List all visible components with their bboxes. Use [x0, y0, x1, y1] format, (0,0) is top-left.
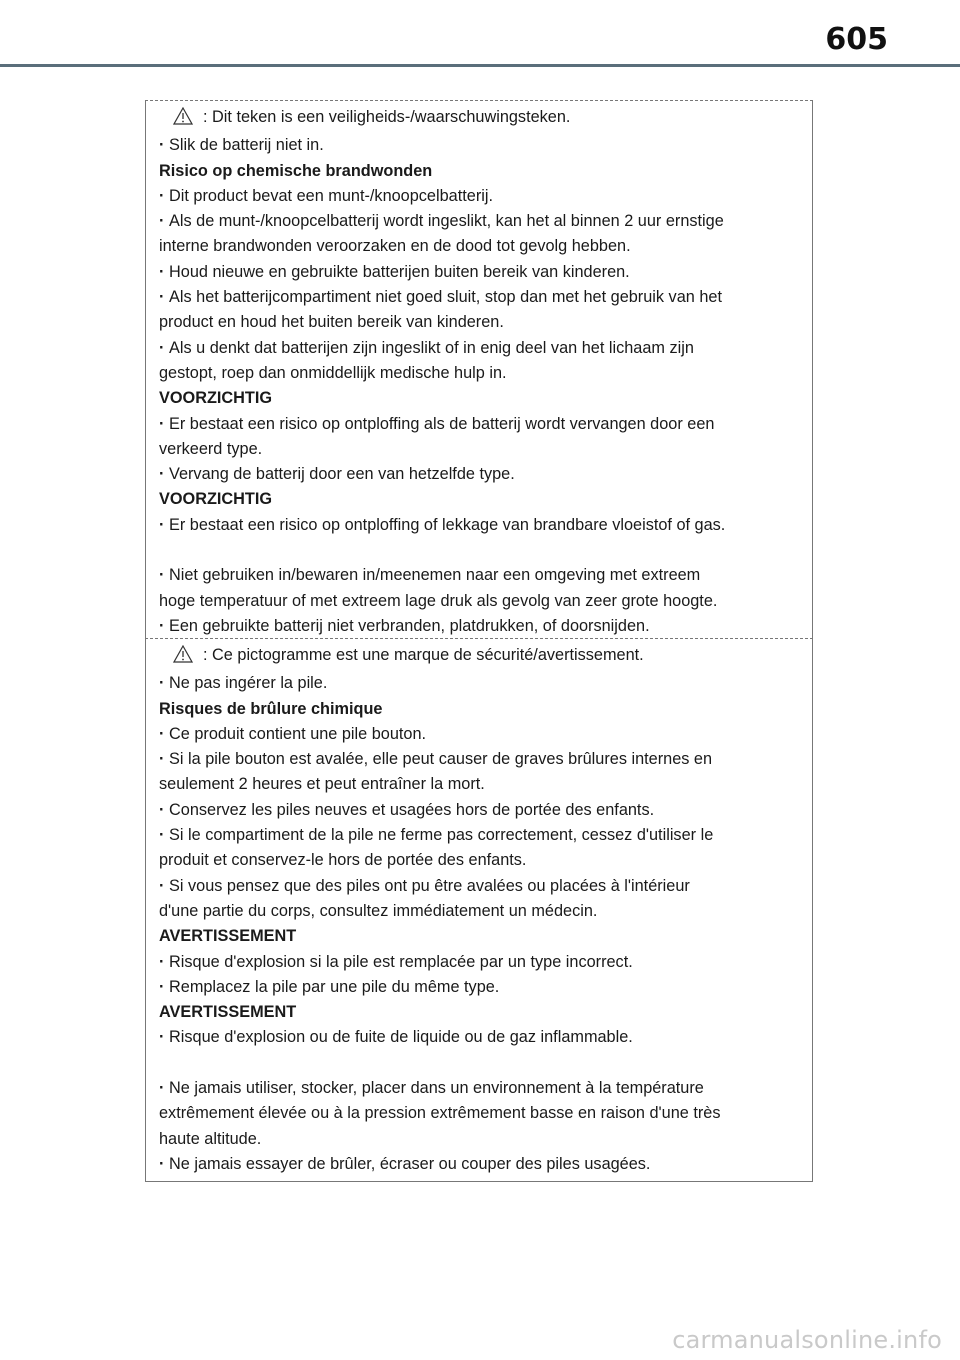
- notice-line: [159, 513, 802, 538]
- french-symbol-line: [159, 643, 802, 671]
- section-heading: [159, 386, 802, 411]
- section-heading: [159, 924, 802, 949]
- section-heading: [159, 487, 802, 512]
- line-text: Si le compartiment de la pile ne ferme pas correctement, cessez d'utiliser le: [169, 826, 714, 845]
- line-text: Dit product bevat een munt-/knoopcelbatterij.: [169, 186, 493, 205]
- bullet-dot: ·: [159, 566, 165, 585]
- site-watermark: carmanualsonline.info: [672, 1326, 942, 1354]
- line-text: extrêmement élevée ou à la pression extrêmement basse en raison d'une très: [159, 1104, 721, 1123]
- notice-line: [159, 1127, 802, 1152]
- warning-triangle-icon: [173, 645, 193, 671]
- dutch-symbol-line: [159, 105, 802, 133]
- line-text: product en houd het buiten bereik van kinderen.: [159, 313, 504, 332]
- line-text: Niet gebruiken in/bewaren in/meenemen naar een omgeving met extreem: [169, 566, 701, 585]
- blank-line: [159, 538, 802, 563]
- line-text: seulement 2 heures et peut entraîner la mort.: [159, 775, 485, 794]
- section-heading: [159, 697, 802, 722]
- section-heading: [159, 159, 802, 184]
- bullet-dot: ·: [159, 262, 165, 281]
- line-text: VOORZICHTIG: [159, 389, 273, 408]
- line-text: verkeerd type.: [159, 439, 263, 458]
- notice-line: [159, 310, 802, 335]
- notice-line: [159, 260, 802, 285]
- line-text: Si la pile bouton est avalée, elle peut causer de graves brûlures internes en: [169, 750, 713, 769]
- notice-line: [159, 798, 802, 823]
- line-text: Ce produit contient une pile bouton.: [169, 724, 427, 743]
- bullet-dot: ·: [159, 288, 165, 307]
- bullet-dot: ·: [159, 674, 165, 693]
- line-text: Risque d'explosion ou de fuite de liquide ou de gaz inflammable.: [169, 1028, 633, 1047]
- line-text: Een gebruikte batterij niet verbranden, platdrukken, of doorsnijden.: [169, 616, 650, 635]
- notice-line: [159, 1101, 802, 1126]
- bullet-dot: ·: [159, 977, 165, 996]
- notice-line: [159, 975, 802, 1000]
- warning-triangle-icon: [173, 107, 193, 133]
- notice-line: [159, 848, 802, 873]
- line-text: VOORZICHTIG: [159, 490, 273, 509]
- french-notice-content: [146, 639, 812, 1177]
- notice-line: [159, 1152, 802, 1177]
- notice-line: [159, 209, 802, 234]
- line-text: AVERTISSEMENT: [159, 927, 297, 946]
- bullet-dot: ·: [159, 724, 165, 743]
- notice-line: [159, 184, 802, 209]
- notice-line: [159, 437, 802, 462]
- line-text: Er bestaat een risico op ontploffing of lekkage van brandbare vloeistof of gas.: [169, 515, 726, 534]
- dutch-safety-notice: [145, 100, 813, 639]
- line-text: Houd nieuwe en gebruikte batterijen buiten bereik van kinderen.: [169, 262, 630, 281]
- line-text: Ne jamais essayer de brûler, écraser ou couper des piles usagées.: [169, 1154, 651, 1173]
- notice-line: [159, 899, 802, 924]
- line-text: gestopt, roep dan onmiddellijk medische hulp in.: [159, 363, 507, 382]
- line-text: AVERTISSEMENT: [159, 1003, 297, 1022]
- line-text: Risico op chemische brandwonden: [159, 161, 433, 180]
- french-safety-notice: [145, 639, 813, 1182]
- bullet-dot: ·: [159, 826, 165, 845]
- notice-line: [159, 1025, 802, 1050]
- notice-line: [159, 772, 802, 797]
- bullet-dot: ·: [159, 212, 165, 231]
- notice-line: [159, 589, 802, 614]
- header-rule: [0, 64, 960, 67]
- bullet-dot: ·: [159, 136, 165, 155]
- line-text: Si vous pensez que des piles ont pu être avalées ou placées à l'intérieur: [169, 876, 690, 895]
- notice-line: [159, 462, 802, 487]
- bullet-dot: ·: [159, 465, 165, 484]
- bullet-dot: ·: [159, 952, 165, 971]
- section-heading: [159, 1000, 802, 1025]
- blank-line: [159, 1051, 802, 1076]
- line-text: Als de munt-/knoopcelbatterij wordt ingeslikt, kan het al binnen 2 uur ernstige: [169, 212, 724, 231]
- bullet-dot: ·: [159, 1154, 165, 1173]
- notice-line: [159, 722, 802, 747]
- line-text: Risque d'explosion si la pile est remplacée par un type incorrect.: [169, 952, 633, 971]
- notice-line: [159, 336, 802, 361]
- page-number: 605: [825, 22, 888, 57]
- notice-line: [159, 133, 802, 158]
- notice-line: [159, 234, 802, 259]
- bullet-dot: ·: [159, 414, 165, 433]
- line-text: Conservez les piles neuves et usagées hors de portée des enfants.: [169, 800, 655, 819]
- dutch-symbol-text: : Dit teken is een veiligheids-/waarschuwingsteken.: [203, 108, 571, 126]
- notice-line: [159, 285, 802, 310]
- line-text: Als het batterijcompartiment niet goed sluit, stop dan met het gebruik van het: [169, 288, 722, 307]
- line-text: haute altitude.: [159, 1129, 262, 1148]
- bullet-dot: ·: [159, 515, 165, 534]
- line-text: Ne jamais utiliser, stocker, placer dans un environnement à la température: [169, 1079, 704, 1098]
- bullet-dot: ·: [159, 1028, 165, 1047]
- line-text: interne brandwonden veroorzaken en de dood tot gevolg hebben.: [159, 237, 631, 256]
- line-text: Vervang de batterij door een van hetzelfde type.: [169, 465, 515, 484]
- bullet-dot: ·: [159, 186, 165, 205]
- french-symbol-text: : Ce pictogramme est une marque de sécurité/avertissement.: [203, 646, 644, 664]
- bullet-dot: ·: [159, 800, 165, 819]
- line-text: Er bestaat een risico op ontploffing als de batterij wordt vervangen door een: [169, 414, 715, 433]
- bullet-dot: ·: [159, 750, 165, 769]
- notice-line: [159, 614, 802, 639]
- line-text: produit et conservez-le hors de portée des enfants.: [159, 851, 527, 870]
- dutch-notice-content: [146, 101, 812, 639]
- line-text: Ne pas ingérer la pile.: [169, 674, 328, 693]
- line-text: Slik de batterij niet in.: [169, 136, 324, 155]
- line-text: hoge temperatuur of met extreem lage druk als gevolg van zeer grote hoogte.: [159, 591, 718, 610]
- bullet-dot: ·: [159, 338, 165, 357]
- bullet-dot: ·: [159, 1079, 165, 1098]
- notice-line: [159, 1076, 802, 1101]
- notice-line: [159, 412, 802, 437]
- notice-line: [159, 671, 802, 696]
- notice-line: [159, 950, 802, 975]
- notice-line: [159, 361, 802, 386]
- bullet-dot: ·: [159, 616, 165, 635]
- line-text: Als u denkt dat batterijen zijn ingeslikt of in enig deel van het lichaam zijn: [169, 338, 694, 357]
- bullet-dot: ·: [159, 876, 165, 895]
- notice-line: [159, 563, 802, 588]
- line-text: Risques de brûlure chimique: [159, 699, 383, 718]
- line-text: d'une partie du corps, consultez immédiatement un médecin.: [159, 901, 598, 920]
- line-text: Remplacez la pile par une pile du même type.: [169, 977, 500, 996]
- notice-line: [159, 874, 802, 899]
- notice-line: [159, 747, 802, 772]
- notice-line: [159, 823, 802, 848]
